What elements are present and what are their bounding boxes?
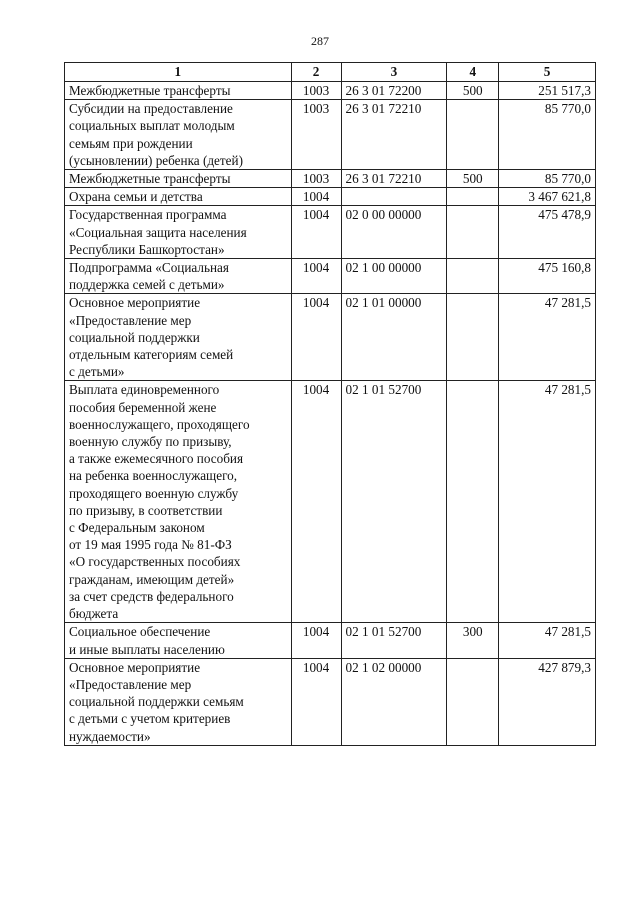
row-type — [447, 381, 499, 623]
row-section: 1003 — [291, 100, 341, 170]
row-amount: 3 467 621,8 — [499, 188, 596, 206]
row-type: 500 — [447, 82, 499, 100]
row-code: 26 3 01 72210 — [341, 170, 447, 188]
table-row — [65, 259, 596, 294]
column-header-name: 1 — [65, 63, 292, 82]
row-section: 1004 — [291, 294, 341, 381]
row-section: 1003 — [291, 82, 341, 100]
table-row — [65, 188, 596, 206]
row-amount: 251 517,3 — [499, 82, 596, 100]
row-code: 02 1 01 00000 — [341, 294, 447, 381]
table-row — [65, 381, 596, 623]
row-code: 02 0 00 00000 — [341, 206, 447, 259]
row-code: 02 1 01 52700 — [341, 381, 447, 623]
row-amount: 475 478,9 — [499, 206, 596, 259]
row-amount: 47 281,5 — [499, 623, 596, 658]
row-name: Охрана семьи и детства — [65, 188, 292, 206]
row-name: Основное мероприятие «Предоставление мер социальной поддержки семьям с детьми с учетом критериев нуждаемости» — [65, 658, 292, 745]
table-row — [65, 82, 596, 100]
row-type: 500 — [447, 170, 499, 188]
row-type — [447, 658, 499, 745]
row-code: 26 3 01 72200 — [341, 82, 447, 100]
column-header-section: 2 — [291, 63, 341, 82]
table-row — [65, 658, 596, 745]
row-name: Межбюджетные трансферты — [65, 170, 292, 188]
row-name: Государственная программа «Социальная защита населения Республики Башкортостан» — [65, 206, 292, 259]
row-type — [447, 100, 499, 170]
row-code: 02 1 01 52700 — [341, 623, 447, 658]
row-section: 1004 — [291, 623, 341, 658]
row-amount: 85 770,0 — [499, 100, 596, 170]
table-header-row — [65, 63, 596, 82]
row-name: Основное мероприятие «Предоставление мер социальной поддержки отдельным категориям семей с детьми» — [65, 294, 292, 381]
row-type — [447, 294, 499, 381]
row-amount: 85 770,0 — [499, 170, 596, 188]
row-section: 1004 — [291, 259, 341, 294]
row-amount: 427 879,3 — [499, 658, 596, 745]
column-header-amount: 5 — [499, 63, 596, 82]
row-amount: 47 281,5 — [499, 294, 596, 381]
table-row — [65, 294, 596, 381]
row-name: Межбюджетные трансферты — [65, 82, 292, 100]
row-type: 300 — [447, 623, 499, 658]
row-section: 1004 — [291, 206, 341, 259]
row-amount: 47 281,5 — [499, 381, 596, 623]
row-type — [447, 188, 499, 206]
row-name: Социальное обеспечение и иные выплаты населению — [65, 623, 292, 658]
row-section: 1004 — [291, 188, 341, 206]
table-row — [65, 623, 596, 658]
row-section: 1004 — [291, 658, 341, 745]
row-code: 02 1 02 00000 — [341, 658, 447, 745]
page-number: 287 — [311, 34, 329, 48]
row-name: Субсидии на предоставление социальных выплат молодым семьям при рождении (усыновлении) ребенка (детей) — [65, 100, 292, 170]
table-row — [65, 206, 596, 259]
budget-table — [64, 62, 596, 746]
row-name: Выплата единовременного пособия беременной жене военнослужащего, проходящего военную службу по призыву, а также ежемесячного пособия на ребенка военнослужащего, проходящего военную службу по призыву, в соответствии с Федеральным законом от 19 мая 1995 года № 81-ФЗ «О государственных пособиях гражданам, имеющим детей» за счет средств федерального бюджета — [65, 381, 292, 623]
column-header-code: 3 — [341, 63, 447, 82]
row-amount: 475 160,8 — [499, 259, 596, 294]
table-row — [65, 100, 596, 170]
row-name: Подпрограмма «Социальная поддержка семей с детьми» — [65, 259, 292, 294]
row-type — [447, 259, 499, 294]
column-header-type: 4 — [447, 63, 499, 82]
row-code: 26 3 01 72210 — [341, 100, 447, 170]
row-code — [341, 188, 447, 206]
row-section: 1004 — [291, 381, 341, 623]
row-section: 1003 — [291, 170, 341, 188]
row-code: 02 1 00 00000 — [341, 259, 447, 294]
table-row — [65, 170, 596, 188]
row-type — [447, 206, 499, 259]
